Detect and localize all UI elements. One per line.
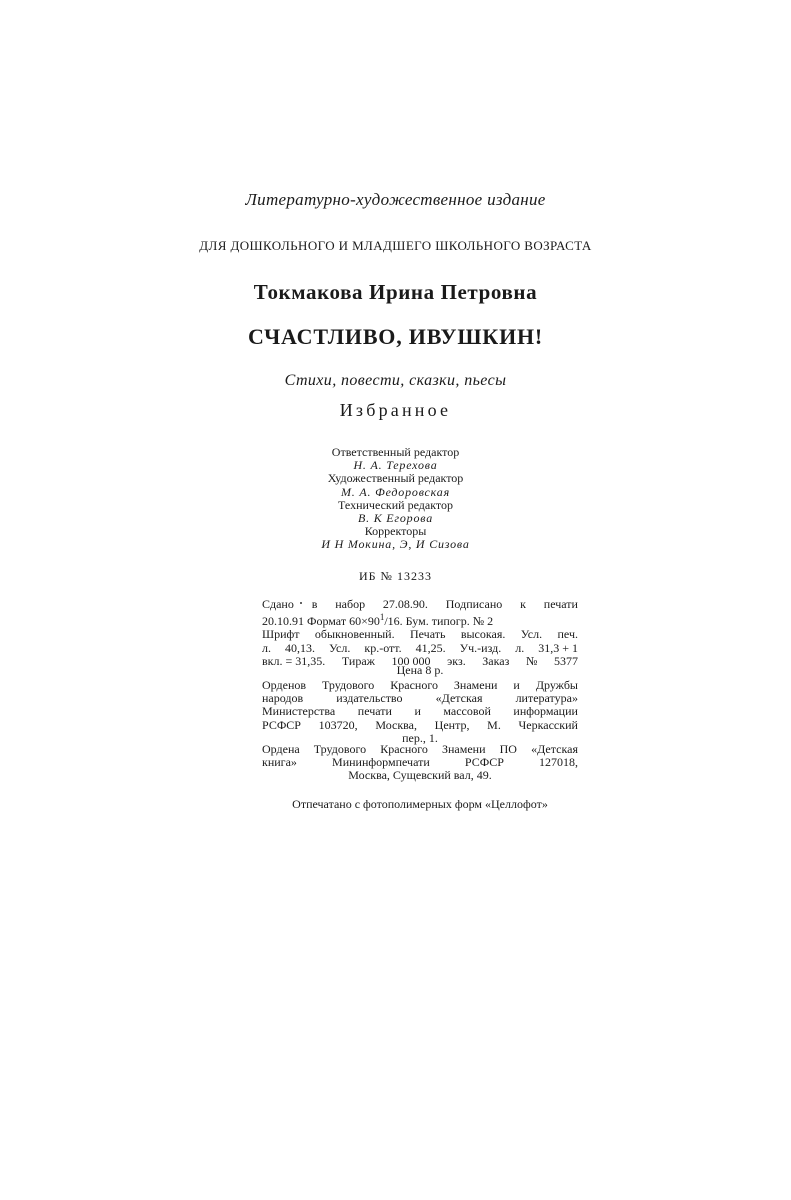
printer-block [262, 743, 578, 783]
printer-line-3: Москва, Сущевский вал, 49. [348, 768, 492, 783]
edition-type: Литературно-художественное издание [245, 190, 546, 209]
audience-line: ДЛЯ ДОШКОЛЬНОГО И МЛАДШЕГО ШКОЛЬНОГО ВОЗРАСТА [199, 238, 592, 253]
printer-line-1: Ордена Трудового Красного Знамени ПО «Детская [262, 742, 578, 756]
credit-role: Ответственный редактор [331, 445, 460, 459]
credit-role: Технический редактор [338, 497, 453, 512]
publisher-line-4: РСФСР 103720, Москва, Центр, М. Черкасский [262, 717, 578, 732]
genres-subtitle: Стихи, повести, сказки, пьесы [284, 372, 507, 389]
print-line-4: л. 40,13. Усл. кр.-отт. 41,25. Уч.-изд. л. 31,3 + 1 [262, 640, 578, 655]
credit-role: Корректоры [364, 524, 427, 539]
author-name: Токмакова Ирина Петровна [253, 280, 538, 304]
photopolymer-note: Отпечатано с фотополимерных форм «Целлофот» [292, 797, 548, 811]
book-title: СЧАСТЛИВО, ИВУШКИН! [247, 324, 544, 349]
price-block [262, 664, 578, 677]
print-line-3: Шрифт обыкновенный. Печать высокая. Усл. печ. [262, 627, 578, 642]
print-line-5: вкл. = 31,35. Тираж 100 000 экз. Заказ № 5377 [262, 653, 578, 668]
publisher-block [262, 679, 578, 745]
credit-person: М. А. Федоровская [341, 484, 450, 499]
ib-number: ИБ № 13233 [358, 569, 432, 583]
selected-label: Избранное [339, 400, 452, 420]
print-line-1: Сдано в набор 27.08.90. Подписано к печати [262, 597, 578, 611]
credit-role: Художественный редактор [327, 471, 464, 486]
photo-note-block [262, 798, 578, 811]
publisher-line-1: Орденов Трудового Красного Знамени и Дружбы [262, 678, 578, 692]
credit-person: В. К Егорова [357, 511, 434, 526]
publisher-line-3: Министерства печати и массовой информации [262, 704, 578, 719]
printer-line-2: книга» Мининформпечати РСФСР 127018, [262, 755, 578, 770]
publisher-line-2: народов издательство «Детская литература» [262, 691, 578, 706]
credit-person: Н. А. Терехова [353, 458, 438, 473]
publisher-line-5: пер., 1. [402, 730, 438, 745]
credits-block [0, 446, 791, 552]
credit-person: И Н Мокина, Э, И Сизова [321, 537, 470, 552]
print-line-2: 20.10.91 Формат $60\times 90^1/16$. Бум. типогр. № 2 [262, 612, 494, 629]
print-info-block [262, 598, 578, 668]
price: Цена 8 р. [396, 663, 444, 677]
